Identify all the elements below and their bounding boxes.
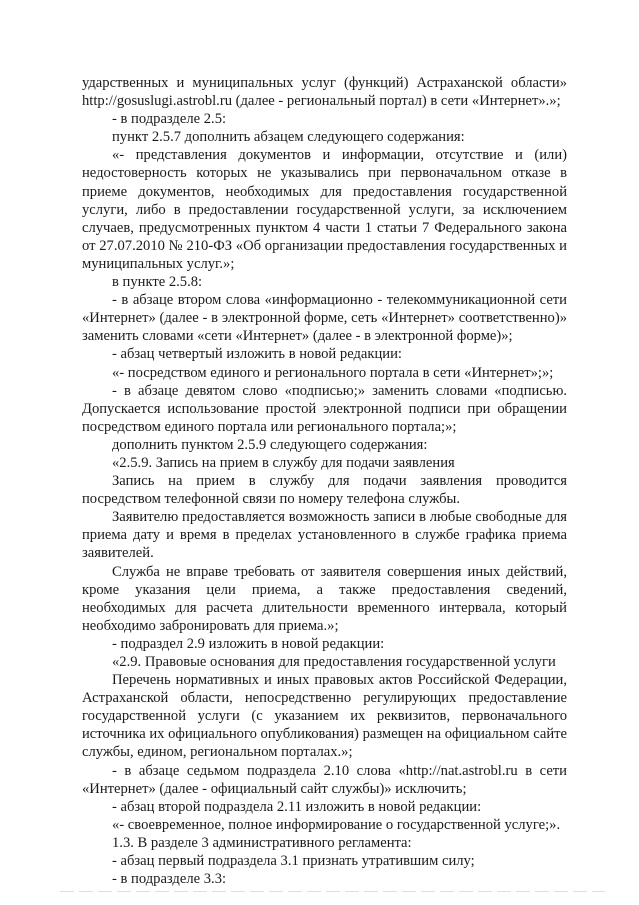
paragraph: 1.3. В разделе 3 административного регламента:	[112, 834, 412, 851]
paragraph: в пункте 2.5.8:	[112, 274, 203, 291]
paragraph: Перечень нормативных и иных правовых актов Российской Федерации, Астраханской области, непосредственно регулирующих предоставление государственной услуги (с указанием их реквизитов, первоначального источника их официального опубликования) размещен на официальном сайте службы, едином, региональном порталах.»;	[82, 672, 567, 761]
paragraph: Запись на прием в службу для подачи заявления проводится посредством телефонной связи по номеру телефона службы.	[82, 473, 567, 508]
paragraph: - в абзаце седьмом подраздела 2.10 слова «http://nat.astrobl.ru в сети «Интернет» (далее - официальный сайт службы)» исключить;	[82, 762, 567, 797]
document-body	[82, 74, 567, 888]
paragraph: ударственных и муниципальных услуг (функций) Астраханской области» http://gosuslugi.astrobl.ru (далее - региональный портал) в сети «Интернет».»;	[82, 75, 567, 110]
paragraph: Заявителю предоставляется возможность записи в любые свободные для приема дату и время в пределах установленного в службе графика приема заявителей.	[82, 509, 567, 562]
paragraph: - подраздел 2.9 изложить в новой редакции:	[112, 635, 385, 652]
paragraph: «2.5.9. Запись на прием в службу для подачи заявления	[112, 454, 455, 471]
paragraph: пункт 2.5.7 дополнить абзацем следующего содержания:	[112, 129, 465, 146]
paragraph: - абзац второй подраздела 2.11 изложить в новой редакции:	[112, 798, 482, 815]
paragraph: - абзац первый подраздела 3.1 признать утратившим силу;	[112, 853, 475, 870]
paragraph: «- посредством единого и регионального портала в сети «Интернет»;»;	[112, 364, 554, 381]
paragraph: - в подразделе 2.5:	[112, 111, 227, 128]
paragraph: - в подразделе 3.3:	[112, 871, 227, 888]
paragraph: Служба не вправе требовать от заявителя совершения иных действий, кроме указания цели приема, а также предоставления сведений, необходимых для расчета длительности временного интервала, который необходимо забронировать для приема.»;	[82, 563, 567, 634]
paragraph: дополнить пунктом 2.5.9 следующего содержания:	[112, 436, 428, 453]
scan-edge-line	[60, 891, 605, 892]
paragraph: - в абзаце девятом слово «подписью;» заменить словами «подписью. Допускается использование простой электронной подписи при обращении посредством единого портала или регионального портала;»;	[82, 382, 567, 435]
paragraph: - в абзаце втором слова «информационно - телекоммуникационной сети «Интернет» (далее - в электронной форме, сеть «Интернет» соответственно)» заменить словами «сети «Интернет» (далее - в электронной форме)»;	[82, 292, 567, 345]
paragraph: «- представления документов и информации, отсутствие и (или) недостоверность которых не указывались при первоначальном отказе в приеме документов, необходимых для предоставления государственной услуги, либо в предоставлении государственной услуги, за исключением случаев, предусмотренных пунктом 4 части 1 статьи 7 Федерального закона от 27.07.2010 № 210-ФЗ «Об организации предоставления государственных и муниципальных услуг.»;	[82, 147, 567, 272]
paragraph: «- своевременное, полное информирование о государственной услуге;».	[112, 816, 561, 833]
paragraph: - абзац четвертый изложить в новой редакции:	[112, 346, 402, 363]
paragraph: «2.9. Правовые основания для предоставления государственной услуги	[112, 654, 556, 670]
